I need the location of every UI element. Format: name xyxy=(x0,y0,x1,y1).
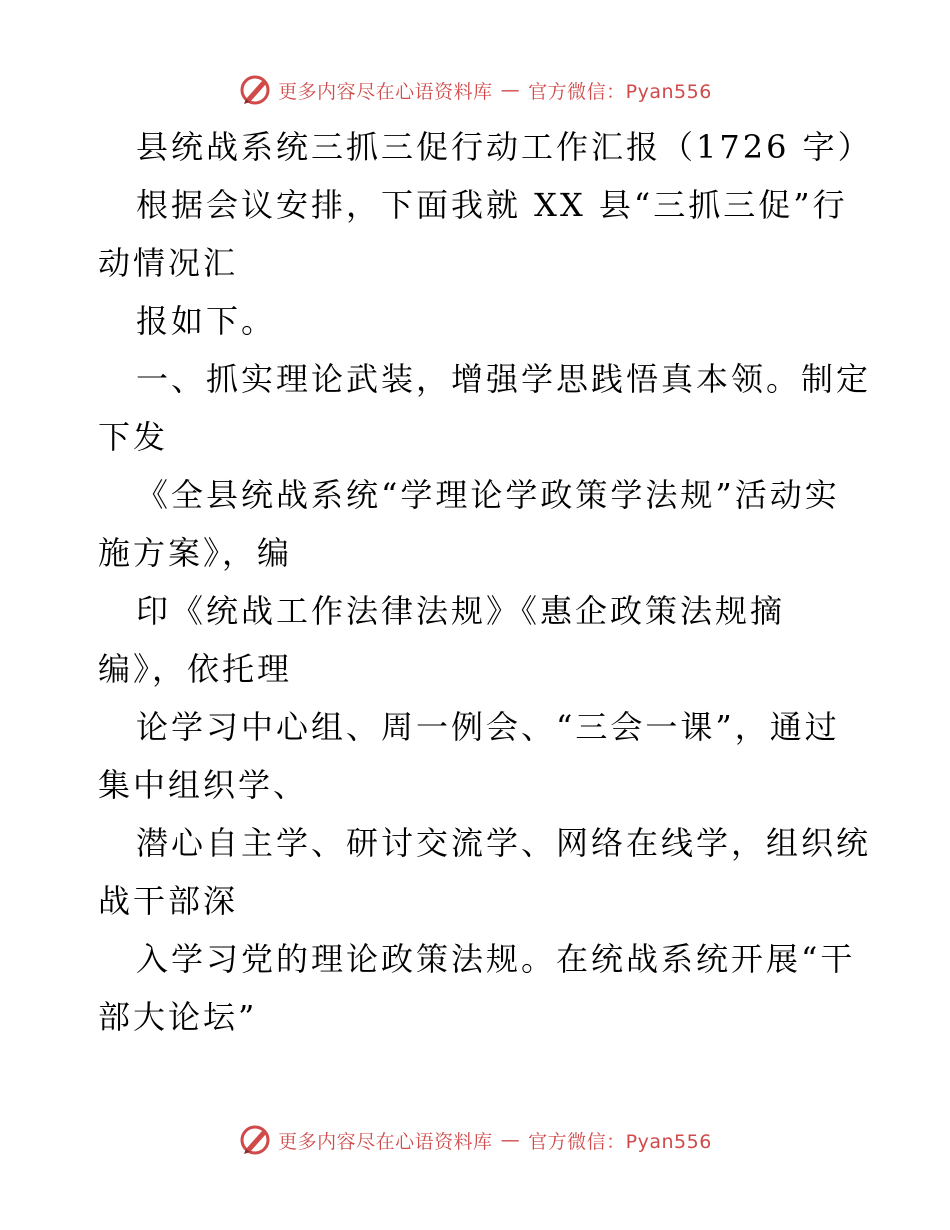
text-line: 战干部深 xyxy=(98,882,239,920)
text-line: 部大论坛” xyxy=(98,998,258,1036)
watermark-text: 更多内容尽在心语资料库 xyxy=(278,80,493,103)
text-line: 施方案》，编 xyxy=(98,534,293,572)
watermark-separator: — xyxy=(500,79,521,101)
watermark-wechat: 官方微信：Pyan556 xyxy=(528,1130,712,1153)
watermark-brand xyxy=(238,1123,712,1157)
red-pen-circle-icon xyxy=(238,73,272,107)
text-line: 《全县统战系统“学理论学政策学法规”活动实 xyxy=(136,476,840,514)
text-line: 下发 xyxy=(98,418,169,456)
text-line: 潜心自主学、研讨交流学、网络在线学，组织统 xyxy=(136,824,872,862)
watermark-separator: — xyxy=(500,1129,521,1151)
text-line: 论学习中心组、周一例会、“三会一课”，通过 xyxy=(136,708,840,746)
text-line: 根据会议安排，下面我就 XX 县“三抓三促”行 xyxy=(136,186,848,224)
text-line: 一、抓实理论武装，增强学思践悟真本领。制定 xyxy=(136,360,872,398)
document-body xyxy=(98,118,873,1046)
watermark-brand xyxy=(238,73,712,107)
red-pen-circle-icon xyxy=(238,1123,272,1157)
text-line: 编》，依托理 xyxy=(98,650,293,688)
text-line: 报如下。 xyxy=(136,302,277,340)
document-title: 县统战系统三抓三促行动工作汇报（1726 字） xyxy=(136,128,873,166)
text-line: 印《统战工作法律法规》《惠企政策法规摘 xyxy=(136,592,786,630)
text-line: 集中组织学、 xyxy=(98,766,309,804)
header-watermark xyxy=(0,70,950,110)
text-line: 动情况汇 xyxy=(98,244,239,282)
watermark-wechat: 官方微信：Pyan556 xyxy=(528,80,712,103)
watermark-text: 更多内容尽在心语资料库 xyxy=(278,1130,493,1153)
footer-watermark xyxy=(0,1120,950,1160)
text-line: 入学习党的理论政策法规。在统战系统开展“干 xyxy=(136,940,856,978)
